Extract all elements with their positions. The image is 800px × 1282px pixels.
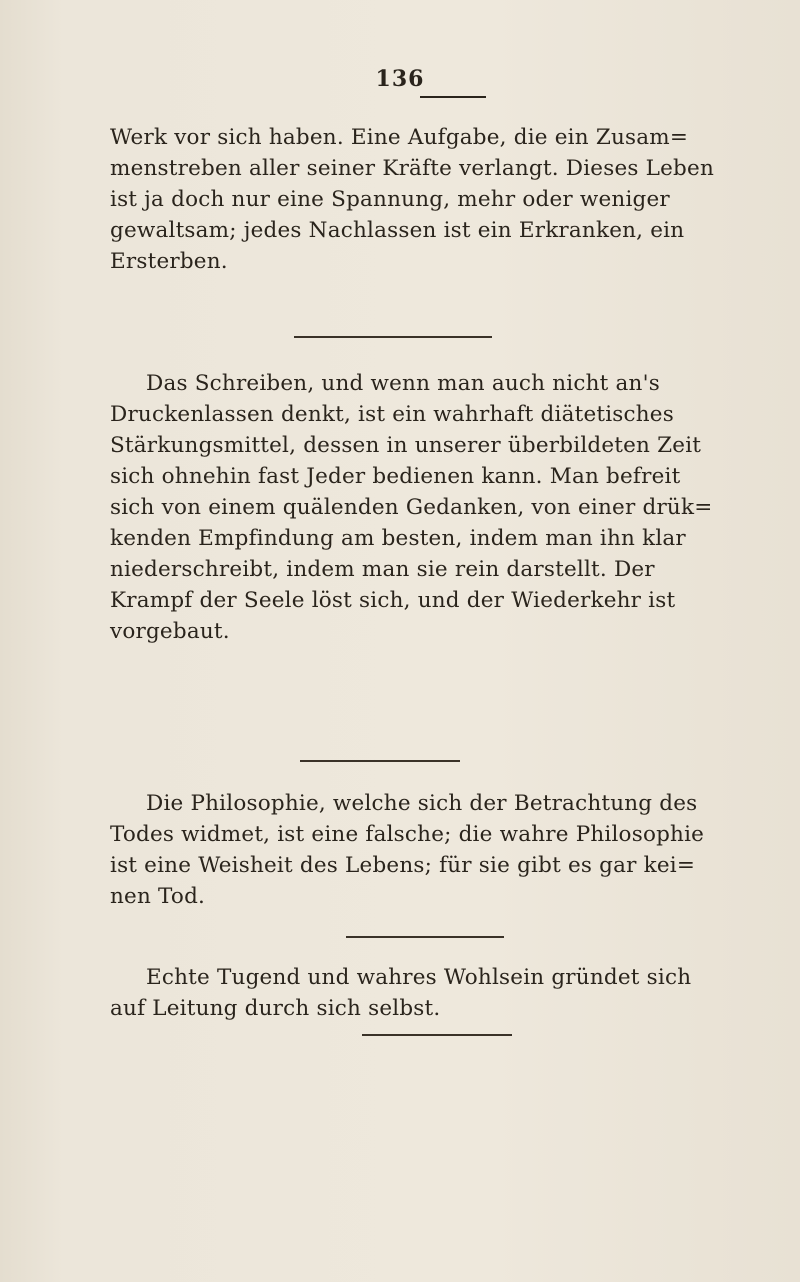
text-line: sich ohnehin fast Jeder bedienen kann. Man befreit (110, 464, 681, 489)
page-number: 136 (375, 66, 425, 92)
section-divider (346, 936, 504, 938)
text-line: vorgebaut. (110, 619, 230, 644)
text-line: gewaltsam; jedes Nachlassen ist ein Erkranken, ein (110, 218, 685, 243)
text-line: Stärkungsmittel, dessen in unserer überbildeten Zeit (110, 433, 702, 458)
text-line: Echte Tugend und wahres Wohlsein gründet sich (146, 965, 692, 990)
paragraph-2 (110, 368, 713, 647)
text-line: Ersterben. (110, 249, 228, 274)
text-line: Todes widmet, ist eine falsche; die wahre Philosophie (110, 822, 705, 847)
text-line: kenden Empfindung am besten, indem man ihn klar (110, 526, 686, 551)
text-line: Die Philosophie, welche sich der Betrachtung des (146, 791, 698, 816)
text-line: Krampf der Seele löst sich, und der Wiederkehr ist (110, 588, 676, 613)
paragraph-4 (110, 962, 710, 1024)
section-divider (362, 1034, 512, 1036)
text-line: niederschreibt, indem man sie rein darstellt. Der (110, 557, 655, 582)
text-line: menstreben aller seiner Kräfte verlangt. Dieses Leben (110, 156, 714, 181)
text-line: ist eine Weisheit des Lebens; für sie gibt es gar kei= (110, 853, 696, 878)
text-line: nen Tod. (110, 884, 206, 909)
text-line: auf Leitung durch sich selbst. (110, 996, 441, 1021)
text-line: sich von einem quälenden Gedanken, von einer drük= (110, 495, 713, 520)
section-divider (300, 760, 460, 762)
paragraph-3 (110, 788, 710, 912)
section-divider (294, 336, 492, 338)
paragraph-1 (110, 122, 714, 277)
text-line: Druckenlassen denkt, ist ein wahrhaft diätetisches (110, 402, 674, 427)
page-number-underline (420, 96, 486, 98)
text-line: ist ja doch nur eine Spannung, mehr oder weniger (110, 187, 670, 212)
text-line: Werk vor sich haben. Eine Aufgabe, die ein Zusam= (110, 125, 689, 150)
text-line: Das Schreiben, und wenn man auch nicht an's (146, 371, 660, 396)
